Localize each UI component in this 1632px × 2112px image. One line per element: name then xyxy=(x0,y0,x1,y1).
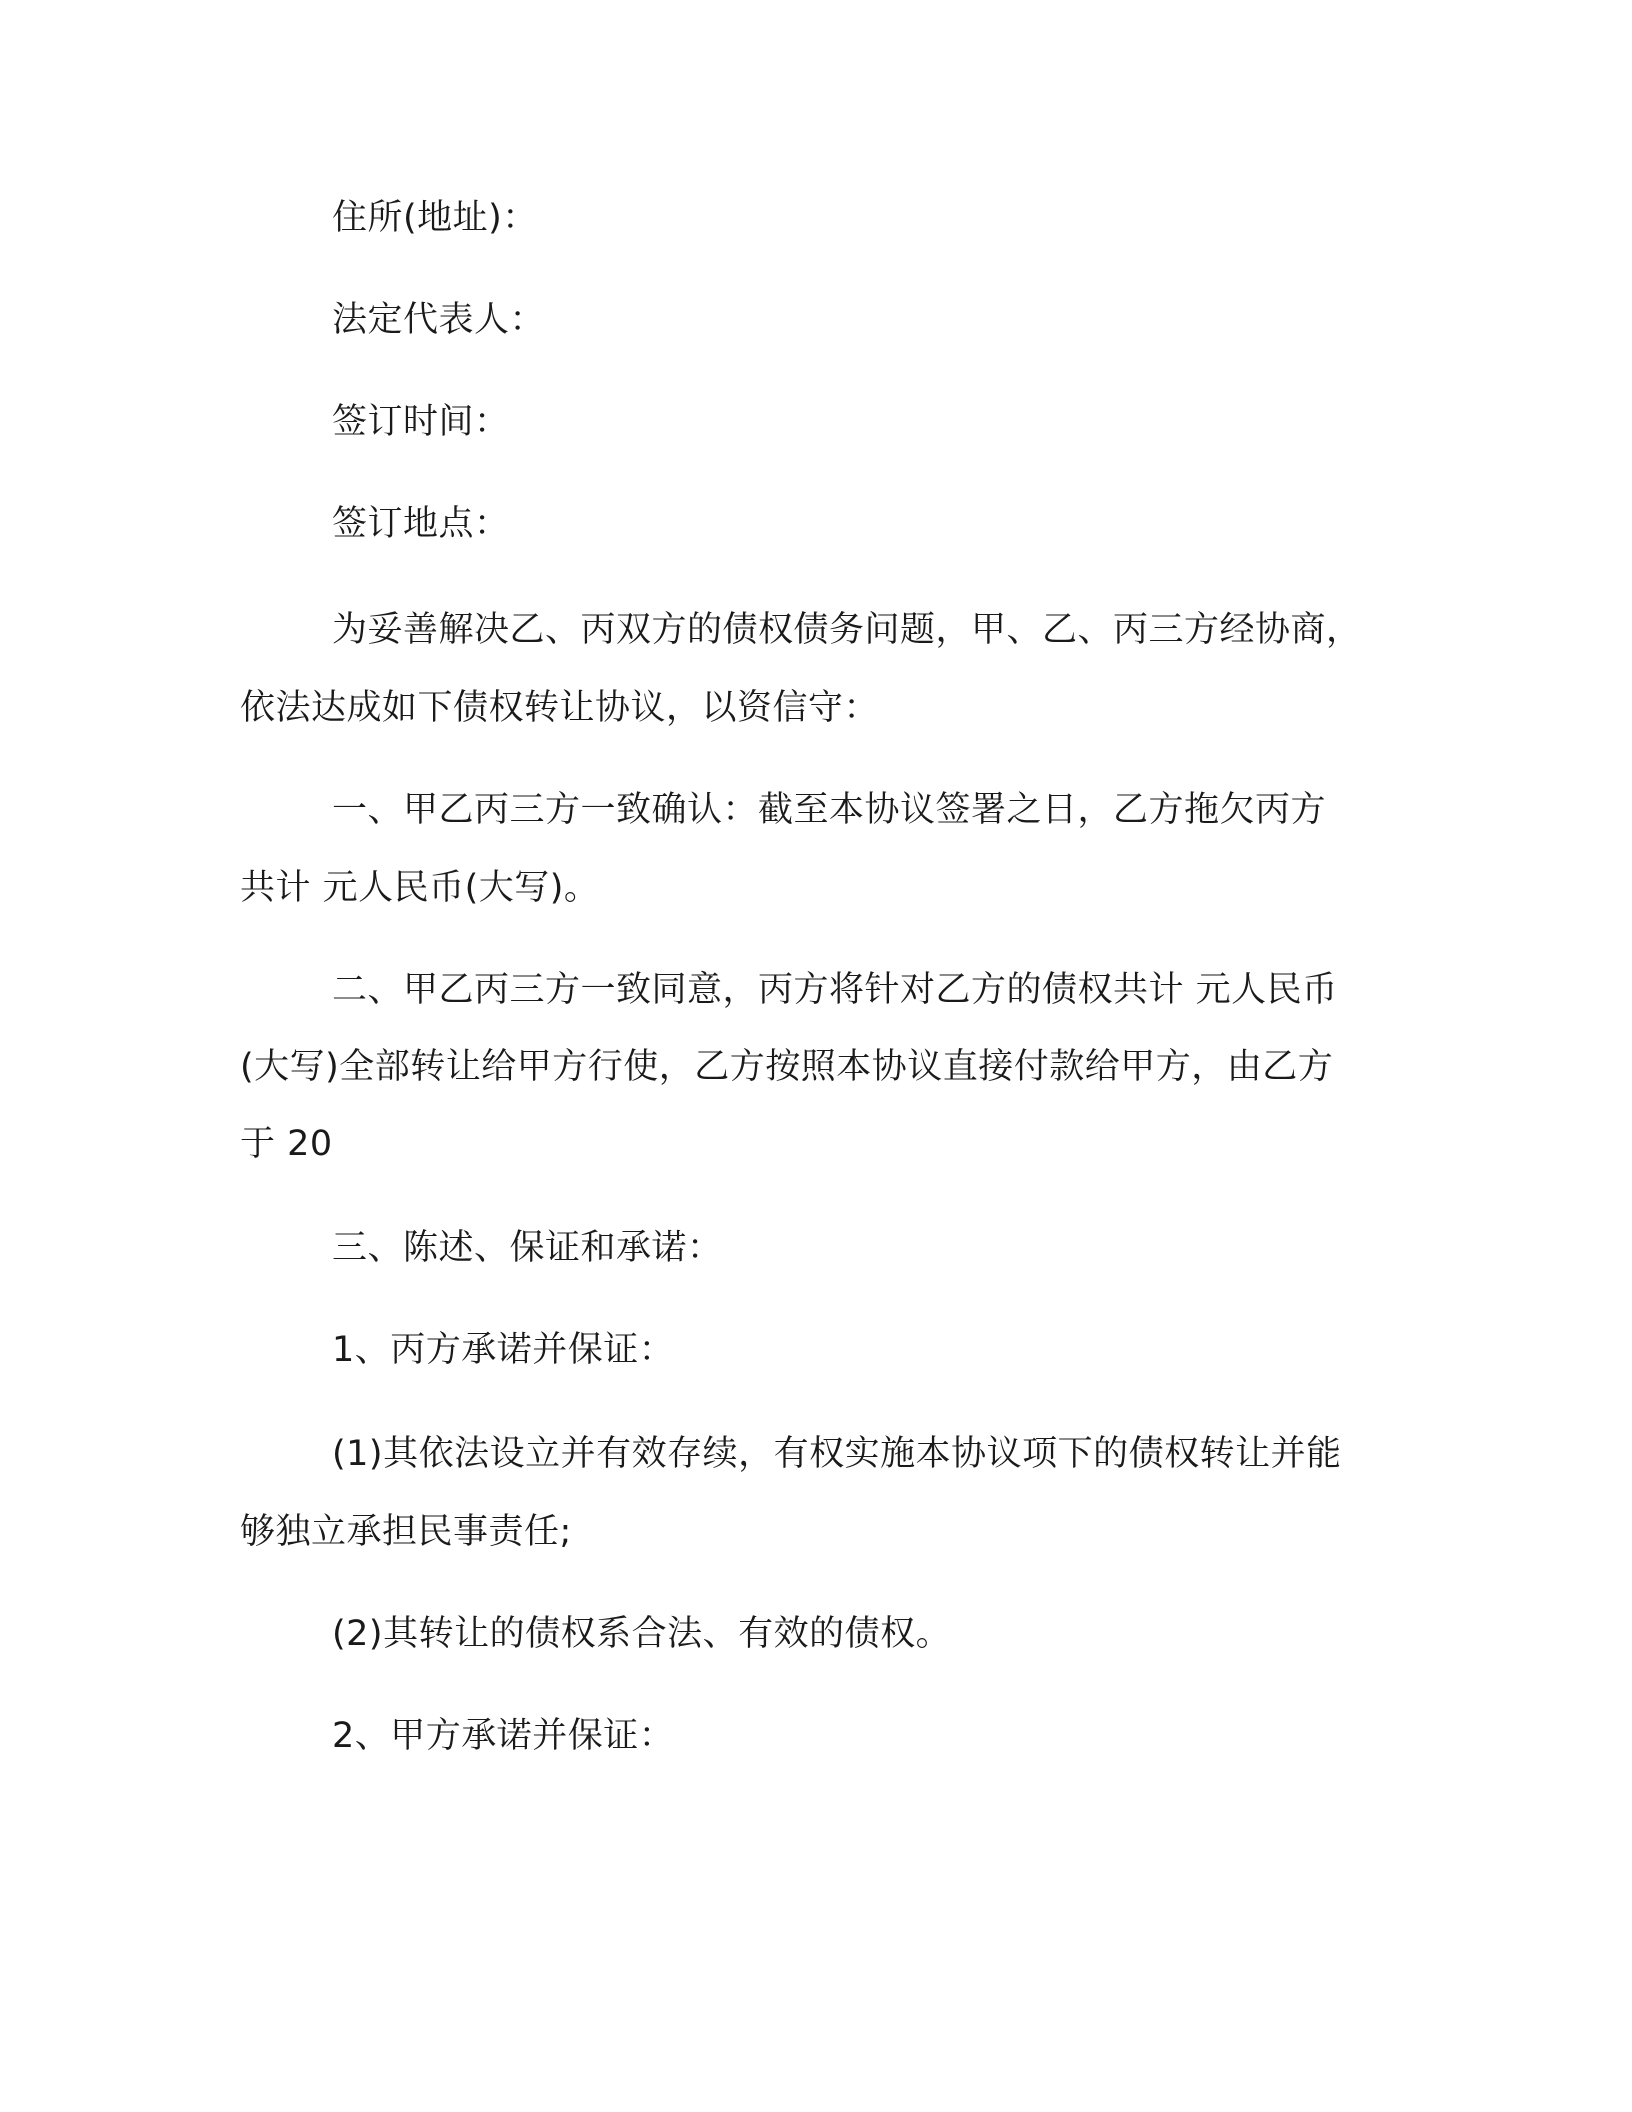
field-signing-place: 签订地点： xyxy=(332,504,510,544)
field-address: 住所(地址)： xyxy=(332,198,538,238)
preamble-line-1: 为妥善解决乙、丙双方的债权债务问题，甲、乙、丙三方经协商， xyxy=(332,610,1362,650)
field-signing-time: 签订时间： xyxy=(332,402,510,442)
clause-1-line-1: 一、甲乙丙三方一致确认：截至本协议签署之日，乙方拖欠丙方 xyxy=(332,790,1327,830)
clause-3-1-item-1-line-2: 够独立承担民事责任; xyxy=(240,1512,572,1552)
field-legal-representative: 法定代表人： xyxy=(332,300,546,340)
preamble-line-2: 依法达成如下债权转让协议，以资信守： xyxy=(240,688,880,728)
clause-3-1-item-2: (2)其转让的债权系合法、有效的债权。 xyxy=(332,1614,952,1654)
clause-2-line-1: 二、甲乙丙三方一致同意，丙方将针对乙方的债权共计 元人民币 xyxy=(332,970,1338,1010)
clause-1-line-2: 共计 元人民币(大写)。 xyxy=(240,868,600,908)
clause-3-2-heading: 2、甲方承诺并保证： xyxy=(332,1716,675,1756)
clause-2-line-2: (大写)全部转让给甲方行使，乙方按照本协议直接付款给甲方，由乙方 xyxy=(240,1047,1334,1087)
clause-3-1-heading: 1、丙方承诺并保证： xyxy=(332,1330,675,1370)
clause-2-line-3: 于 20 xyxy=(240,1124,333,1164)
clause-3-1-item-1-line-1: (1)其依法设立并有效存续，有权实施本协议项下的债权转让并能 xyxy=(332,1434,1342,1474)
clause-3-heading: 三、陈述、保证和承诺： xyxy=(332,1228,723,1268)
